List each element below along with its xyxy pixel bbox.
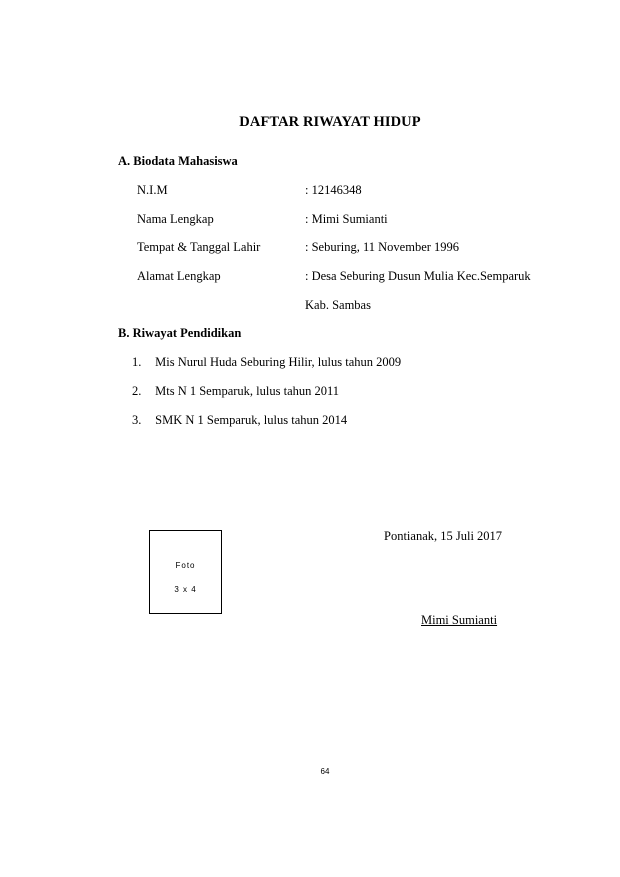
education-item (132, 413, 347, 428)
bio-label: Tempat & Tanggal Lahir (137, 240, 261, 254)
bio-value: : Desa Seburing Dusun Mulia Kec.Semparuk (305, 269, 531, 283)
education-text: Mis Nurul Huda Seburing Hilir, lulus tahun 2009 (155, 355, 402, 369)
bio-value: : Seburing, 11 November 1996 (305, 240, 460, 254)
page-number: 64 (320, 767, 330, 776)
education-item (132, 355, 401, 370)
education-number: 1. (132, 355, 142, 369)
signature-place-date: Pontianak, 15 Juli 2017 (384, 529, 503, 543)
bio-value: : Mimi Sumianti (305, 212, 388, 226)
education-item (132, 384, 339, 399)
section-a-heading: A. Biodata Mahasiswa (118, 154, 238, 168)
education-text: Mts N 1 Semparuk, lulus tahun 2011 (155, 384, 340, 398)
signature-name: Mimi Sumianti (421, 613, 498, 627)
section-b-heading: B. Riwayat Pendidikan (118, 326, 242, 340)
education-text: SMK N 1 Semparuk, lulus tahun 2014 (155, 413, 348, 427)
photo-placeholder (149, 530, 222, 614)
photo-label: Foto (175, 561, 196, 570)
bio-label: Nama Lengkap (137, 212, 214, 226)
education-number: 2. (132, 384, 142, 398)
bio-label: Alamat Lengkap (137, 269, 221, 283)
bio-label: N.I.M (137, 183, 168, 197)
address-continuation: Kab. Sambas (305, 298, 371, 312)
bio-value: : 12146348 (305, 183, 362, 197)
education-number: 3. (132, 413, 142, 427)
photo-size: 3 x 4 (174, 585, 197, 594)
page-title: DAFTAR RIWAYAT HIDUP (239, 114, 421, 130)
